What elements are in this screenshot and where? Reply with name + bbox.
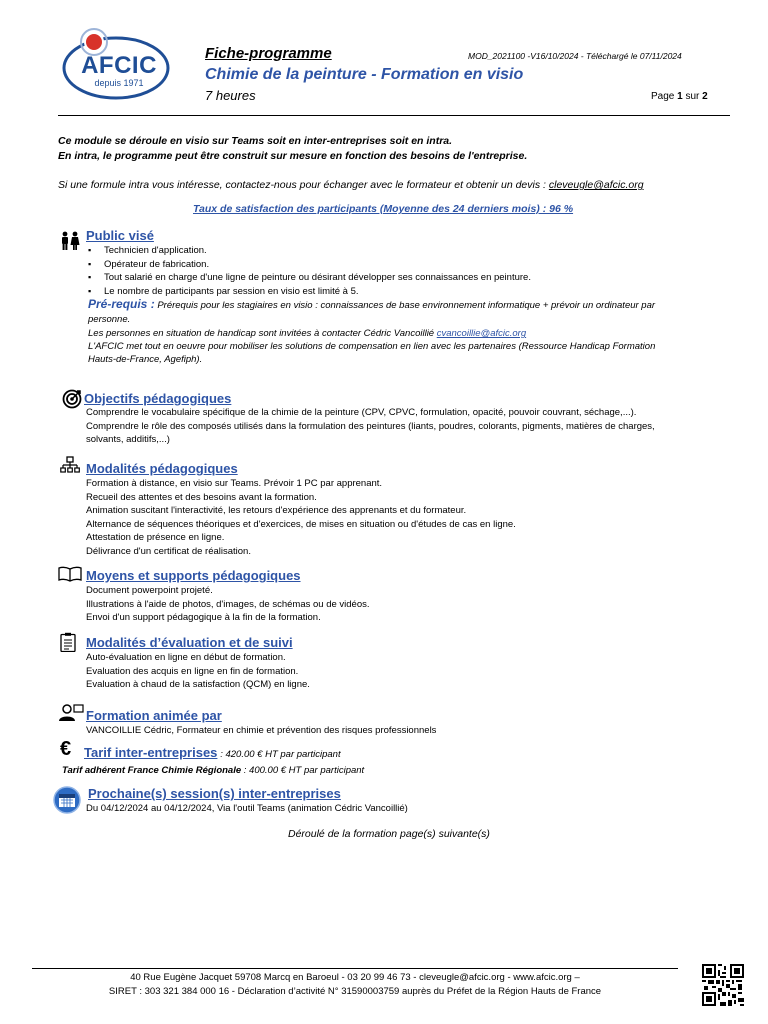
text-line: Auto-évaluation en ligne en début de formation. xyxy=(86,652,286,663)
people-icon xyxy=(60,231,80,254)
evaluation-body xyxy=(86,651,310,692)
euro-icon: € xyxy=(60,738,72,760)
text-line: Animation suscitant l'interactivité, les retours d'expérience des apprenants et du formateur. xyxy=(86,505,467,516)
clipboard-icon xyxy=(60,632,76,655)
text-line: Illustrations à l'aide de photos, d'images, de schémas ou de vidéos. xyxy=(86,598,370,610)
duration: 7 heures xyxy=(205,88,256,103)
doc-ref: MOD_2021100 -V16/10/2024 - Téléchargé le 07/11/2024 xyxy=(468,51,682,61)
footer-line-1: 40 Rue Eugène Jacquet 59708 Marcq en Baroeul - 03 20 99 46 73 - cleveugle@afcic.org - www.afcic.org – xyxy=(130,972,580,983)
section-title-tarif: Tarif inter-entreprises xyxy=(84,745,218,760)
intro-line-1: Ce module se déroule en visio sur Teams soit en inter-entreprises soit en intra. xyxy=(58,135,453,147)
prereq-text: Prérequis pour les stagiaires en visio : connaissances de base environnement informatique + prévoir un ordinateur par xyxy=(157,300,656,311)
afcic-compensation-1: L'AFCIC met tout en oeuvre pour mobiliser les solutions de compensation en lien avec les partenaires (Ressource Handicap Formation xyxy=(88,341,656,352)
target-icon xyxy=(62,389,82,412)
tarif-adherent: Tarif adhérent France Chimie Régionale : 400.00 € HT par participant xyxy=(62,765,365,776)
text-line: Document powerpoint projeté. xyxy=(86,585,213,596)
org-chart-icon xyxy=(60,456,80,479)
intro-line-2: En intra, le programme peut être construit sur mesure en fonction des besoins de l'entreprise. xyxy=(58,150,528,162)
contact-line xyxy=(58,179,644,191)
page-title: Chimie de la peinture - Formation en visio xyxy=(205,66,524,83)
doc-type: Fiche-programme xyxy=(205,45,332,62)
text-line: Comprendre le rôle des composés utilisés dans la formulation des peintures (liants, poudres, colorants, pigments, matières de charges, xyxy=(86,420,655,432)
open-book-icon xyxy=(58,566,82,585)
section-title-objectifs: Objectifs pédagogiques xyxy=(84,391,232,406)
prerequisites xyxy=(88,297,655,311)
text-line: Evaluation à chaud de la satisfaction (QCM) en ligne. xyxy=(86,679,310,690)
header-divider xyxy=(58,115,730,116)
text-line: Envoi d'un support pédagogique à la fin de la formation. xyxy=(86,612,321,623)
text-line: Comprendre le vocabulaire spécifique de la chimie de la peinture (CPV, CPVC, formulation, opacité, pouvoir couvrant, séchage,...). xyxy=(86,407,637,418)
moyens-body xyxy=(86,584,370,625)
footer-divider xyxy=(32,968,678,969)
text-line: Evaluation des acquis en ligne en fin de formation. xyxy=(86,665,299,677)
text-line: Alternance de séquences théoriques et d'exercices, de mises en situation ou d'études de cas en ligne. xyxy=(86,518,516,530)
satisfaction-rate: Taux de satisfaction des participants (Moyenne des 24 derniers mois) : 96 % xyxy=(193,203,574,215)
public-list xyxy=(86,244,531,298)
text-line: Délivrance d'un certificat de réalisation. xyxy=(86,545,251,557)
formateur-line: VANCOILLIE Cédric, Formateur en chimie et prévention des risques professionnels xyxy=(86,725,437,736)
list-item: ▪ Opérateur de fabrication. xyxy=(86,258,531,272)
qr-code xyxy=(702,964,744,1006)
tarif-price: : 420.00 € HT par participant xyxy=(220,749,341,760)
section-title-moyens: Moyens et supports pédagogiques xyxy=(86,568,301,583)
section-title-modalites: Modalités pédagogiques xyxy=(86,461,238,476)
objectifs-body xyxy=(86,406,655,447)
contact-email-link[interactable]: cleveugle@afcic.org xyxy=(548,179,644,191)
prereq-label: Pré-requis : xyxy=(88,297,155,311)
prereq-text-2: personne. xyxy=(88,314,131,325)
text-line: Formation à distance, en visio sur Teams. Prévoir 1 PC par apprenant. xyxy=(86,478,383,489)
calendar-icon xyxy=(53,786,81,817)
section-title-public: Public visé xyxy=(86,228,154,243)
contact-text: Si une formule intra vous intéresse, contactez-nous pour échanger avec le formateur et obtenir un devis : xyxy=(58,179,546,191)
handicap-line: Les personnes en situation de handicap sont invitées à contacter Cédric Vancoillié cvancoillie@afcic.org xyxy=(88,328,527,339)
modalites-body xyxy=(86,477,516,558)
text-line: Recueil des attentes et des besoins avant la formation. xyxy=(86,491,317,503)
afcic-compensation-2: Hauts-de-France, Agefiph). xyxy=(88,354,203,365)
section-title-sessions: Prochaine(s) session(s) inter-entreprises xyxy=(88,786,341,801)
section-title-formateur: Formation animée par xyxy=(86,708,222,723)
text-line: Attestation de présence en ligne. xyxy=(86,532,225,543)
trainer-icon xyxy=(58,704,84,725)
tarif-line xyxy=(84,745,341,760)
afcic-logo xyxy=(58,24,178,104)
list-item: ▪ Le nombre de participants par session en visio est limité à 5. xyxy=(86,285,531,299)
footer-line-2: SIRET : 303 321 384 000 16 - Déclaration d’activité N° 31590003759 auprès du Préfet de la Région Hauts de France xyxy=(108,986,602,997)
list-item: ▪ Technicien d'application. xyxy=(86,244,531,258)
next-page-note: Déroulé de la formation page(s) suivante(s) xyxy=(288,828,490,840)
list-item: ▪ Tout salarié en charge d'une ligne de peinture ou désirant développer ses connaissances en peinture. xyxy=(86,271,531,285)
sessions-line: Du 04/12/2024 au 04/12/2024, Via l'outil Teams (animation Cédric Vancoillié) xyxy=(86,803,408,814)
page-number: Page 1 sur 2 xyxy=(651,91,708,102)
handicap-email-link[interactable]: cvancoillie@afcic.org xyxy=(436,328,527,339)
section-title-evaluation: Modalités d’évaluation et de suivi xyxy=(86,635,293,650)
logo-text: AFCIC xyxy=(81,52,157,79)
text-line: solvants, additifs,...) xyxy=(86,434,170,445)
logo-subtitle: depuis 1971 xyxy=(94,78,144,88)
